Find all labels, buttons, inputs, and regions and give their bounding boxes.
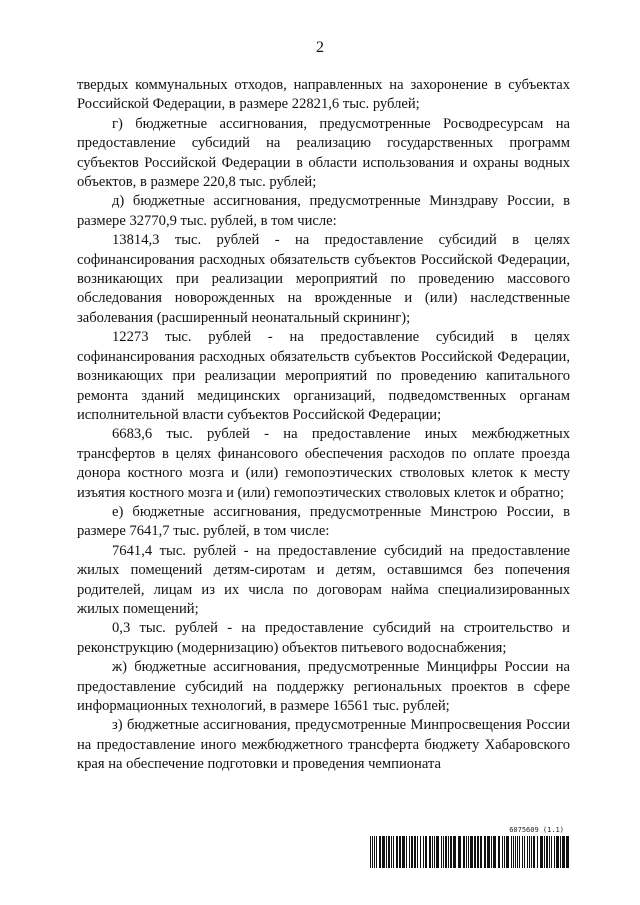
barcode-block xyxy=(370,826,570,870)
paragraph: г) бюджетные ассигнования, предусмотренные Росводресурсам на предоставление субсидий на реализацию государственных программ субъектов Российской Федерации в области использования и охраны водных объектов, в размере 220,8 тыс. рублей; xyxy=(77,115,570,191)
paragraph: 0,3 тыс. рублей - на предоставление субсидий на строительство и реконструкцию (модернизацию) объектов питьевого водоснабжения; xyxy=(77,620,570,656)
paragraph: 7641,4 тыс. рублей - на предоставление субсидий на предоставление жилых помещений детям-сиротам и детям, оставшимся без попечения родителей, лицам из их числа по договорам найма специализированных жилых помещений; xyxy=(77,542,570,617)
paragraph: е) бюджетные ассигнования, предусмотренные Минстрою России, в размере 7641,7 тыс. рублей, в том числе: xyxy=(77,503,570,540)
page-number: 2 xyxy=(316,39,324,56)
paragraph: 6683,6 тыс. рублей - на предоставление иных межбюджетных трансфертов в целях финансового обеспечения расходов по оплате проезда донора костного мозга и (или) гемопоэтических стволовых клеток к месту изъятия костного мозга и (или) гемопоэтических стволовых клеток и обратно; xyxy=(77,426,570,501)
paragraph: 13814,3 тыс. рублей - на предоставление субсидий в целях софинансирования расходных обязательств субъектов Российской Федерации, возникающих при реализации мероприятий по проведению массового обследования новорожденных на врожденные и (или) наследственные заболевания (расширенный неонатальный скрининг); xyxy=(77,232,570,326)
barcode-icon xyxy=(370,836,570,868)
paragraph: з) бюджетные ассигнования, предусмотренные Минпросвещения России на предоставление иного межбюджетного трансферта бюджету Хабаровского края на обеспечение подготовки и проведения чемпионата xyxy=(77,717,570,773)
document-body xyxy=(77,76,570,775)
paragraph: твердых коммунальных отходов, направленных на захоронение в субъектах Российской Федерации, в размере 22821,6 тыс. рублей; xyxy=(77,77,570,113)
barcode-caption: 6075609 (1.1) xyxy=(509,826,564,834)
paragraph: 12273 тыс. рублей - на предоставление субсидий в целях софинансирования расходных обязательств субъектов Российской Федерации, возникающих при реализации мероприятий по проведению капитального ремонта зданий медицинских организаций, подведомственных органам исполнительной власти субъектов Российской Федерации; xyxy=(77,329,570,423)
paragraph: ж) бюджетные ассигнования, предусмотренные Минцифры России на предоставление субсидий на поддержку региональных проектов в сфере информационных технологий, в размере 16561 тыс. рублей; xyxy=(77,659,570,714)
paragraph: д) бюджетные ассигнования, предусмотренные Минздраву России, в размере 32770,9 тыс. рублей, в том числе: xyxy=(77,193,570,229)
